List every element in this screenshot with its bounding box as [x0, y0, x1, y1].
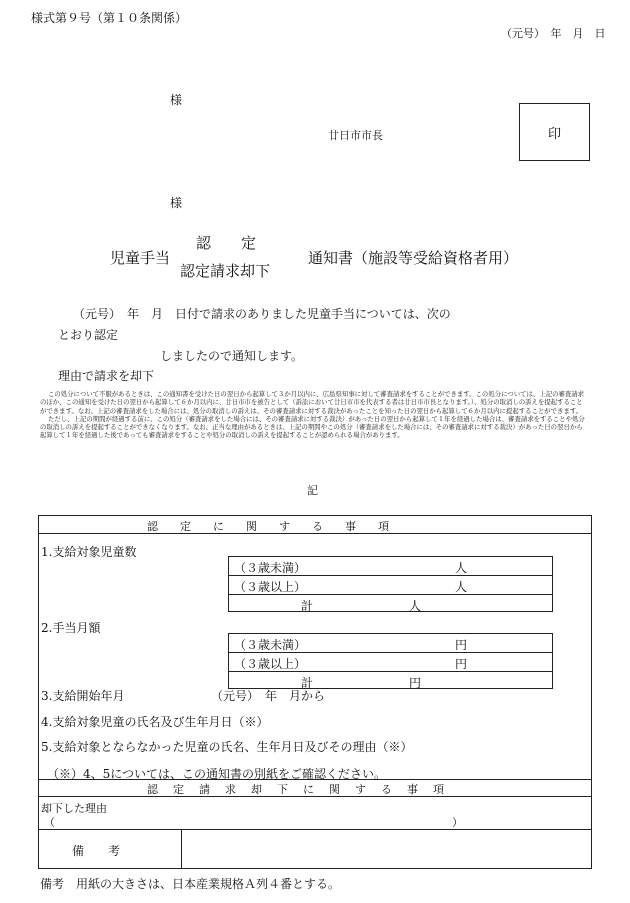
- monthly-allowance-table: [228, 633, 553, 689]
- children-under-3-label: （３歳未満）: [234, 561, 307, 575]
- item-4-label: 4.支給対象児童の氏名及び生年月日（※）: [41, 715, 269, 729]
- addressee-honorific-2: 様: [170, 196, 183, 210]
- details-table: [38, 515, 592, 869]
- item-2-label: 2.手当月額: [41, 621, 101, 635]
- divider: [39, 779, 591, 780]
- reason-paren-close: ）: [452, 816, 463, 829]
- body-line-1: （元号） 年 月 日付で請求のありました児童手当については、次の: [73, 307, 451, 321]
- children-count-table: [228, 556, 553, 612]
- title-option-reject: 認定請求却下: [180, 262, 271, 280]
- issuer-mayor: 廿日市市長: [328, 129, 383, 142]
- allowance-total-label: 計: [301, 676, 314, 690]
- seal-label: 印: [547, 126, 561, 142]
- children-under-3-unit: 人: [455, 561, 468, 575]
- seal-box: [519, 103, 590, 161]
- children-total-unit: 人: [409, 599, 422, 613]
- ki-label: 記: [307, 484, 318, 497]
- item-5-label: 5.支給対象とならなかった児童の氏名、生年月日及びその理由（※）: [41, 740, 413, 754]
- body-line-4: 理由で請求を却下: [58, 369, 155, 383]
- approval-section-header: 認定に関する事項: [147, 520, 411, 533]
- allowance-under-3-label: （３歳未満）: [234, 638, 307, 652]
- title-suffix: 通知書（施設等受給資格者用）: [308, 249, 519, 267]
- divider: [39, 829, 591, 830]
- footer-note: 備考 用紙の大きさは、日本産業規格Ａ列４番とする。: [40, 877, 341, 891]
- allowance-over-3-unit: 円: [455, 657, 468, 671]
- allowance-under-3-unit: 円: [455, 638, 468, 652]
- item-3-label: 3.支給開始年月: [41, 689, 125, 703]
- rejection-section-header: 認定請求却下に関する事項: [147, 783, 459, 796]
- addressee-honorific-1: 様: [170, 93, 183, 107]
- appeal-notice: [40, 390, 588, 440]
- appeal-notice-para-2: ただし、上記の期間が経過する前に、この処分（審査請求をした場合には、その審査請求に対する裁決）があった日の翌日から起算して１年を経過した場合は、審査請求をすることや処分の取消しの訴えを提起することができなくなります。なお、正当な理由があるときは、上記の期間やこの処分（審査請求をした場合には、その審査請求に対する裁決）があった日の翌日から起算して１年を経過した後であっても審査請求をすることや処分の取消しの訴えを提起することが認められる場合があります。: [40, 414, 585, 440]
- children-over-3-label: （３歳以上）: [234, 580, 307, 594]
- body-line-2: とおり認定: [58, 328, 119, 342]
- divider: [39, 796, 591, 797]
- children-over-3-unit: 人: [455, 580, 468, 594]
- allowance-total-unit: 円: [409, 676, 422, 690]
- divider: [39, 533, 591, 534]
- rejection-reason-label: 却下した理由: [41, 802, 107, 815]
- allowance-over-3-label: （３歳以上）: [234, 657, 307, 671]
- title-prefix: 児童手当: [110, 249, 171, 267]
- title-option-approve: 認 定: [196, 234, 257, 252]
- item-3-value: （元号） 年 月から: [211, 689, 326, 703]
- issue-date: （元号） 年 月 日: [501, 27, 606, 40]
- reason-paren-open: （: [44, 816, 55, 829]
- attachment-note: （※）4、5については、この通知書の別紙をご確認ください。: [47, 767, 387, 781]
- children-total-label: 計: [301, 599, 314, 613]
- item-1-label: 1.支給対象児童数: [41, 545, 137, 559]
- form-number: 様式第９号（第１０条関係）: [31, 11, 188, 25]
- remarks-label: 備 考: [72, 844, 121, 858]
- body-line-3: しましたので通知します。: [160, 349, 304, 363]
- divider: [181, 829, 182, 869]
- appeal-notice-para-1: この処分について不服があるときは、この通知書を受けた日の翌日から起算して３か月以内に、広島県知事に対して審査請求をすることができます。この処分については、上記の審査請求のほか、この通知を受けた日の翌日から起算して６か月以内に、廿日市市を被告として（訴訟において廿日市市を代表する者は廿日市市長となります。）、処分の取消しの訴えを提起することができます。なお、上記の審査請求をした場合には、処分の取消しの訴えは、その審査請求に対する裁決があったことを知った日の翌日から起算して６か月以内に提起することができます。: [40, 390, 585, 415]
